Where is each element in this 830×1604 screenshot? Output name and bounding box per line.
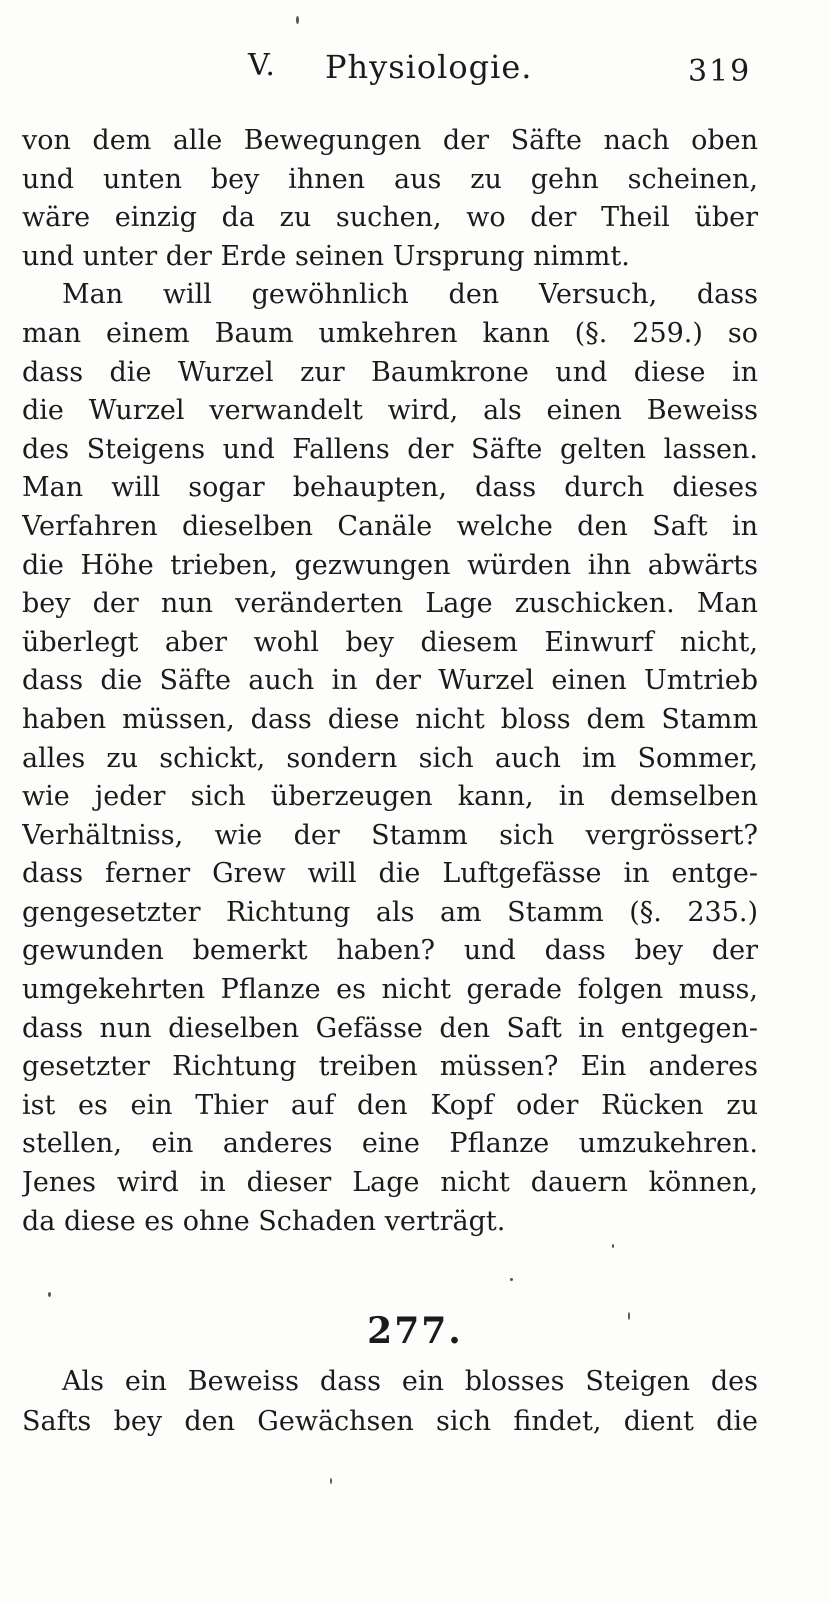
text-line: ist es ein Thier auf den Kopf oder Rücken zu [22,1089,758,1121]
text-line: gewunden bemerkt haben? und dass bey der [22,935,758,967]
header-section-number: V. [248,48,276,83]
text-line: des Steigens und Fallens der Säfte gelten lassen. [22,433,758,465]
text-line: dass ferner Grew will die Luftgefässe in entge- [22,858,758,890]
print-speck [628,1312,630,1320]
text-line: alles zu schickt, sondern sich auch im Sommer, [22,742,758,774]
text-line: Safts bey den Gewächsen sich findet, dient die [22,1406,758,1437]
page-body [22,122,758,1241]
text-line: stellen, ein anderes eine Pflanze umzukehren. [22,1128,758,1160]
text-line: die Wurzel verwandelt wird, als einen Beweiss [22,395,758,427]
text-line: bey der nun veränderten Lage zuschicken. Man [22,588,758,620]
text-line: gesetzter Richtung treiben müssen? Ein anderes [22,1051,758,1083]
print-speck [612,1244,614,1248]
running-header [0,48,830,98]
text-line: die Höhe trieben, gezwungen würden ihn abwärts [22,549,758,581]
text-line: und unter der Erde seinen Ursprung nimmt. [22,240,630,272]
text-line: und unten bey ihnen aus zu gehn scheinen, [22,163,758,195]
text-line: dass die Säfte auch in der Wurzel einen Umtrieb [22,665,758,697]
text-line: dass die Wurzel zur Baumkrone und diese in [22,356,758,388]
text-line: Man will gewöhnlich den Versuch, dass [62,279,758,311]
section-number: 277. [367,1310,463,1352]
text-line: dass nun dieselben Gefässe den Saft in entgegen- [22,1012,758,1044]
paragraph-main [22,276,758,1241]
text-line: gengesetzter Richtung als am Stamm (§. 235.) [22,896,758,928]
text-line: wie jeder sich überzeugen kann, in demselben [22,781,758,813]
text-line: Man will sogar behaupten, dass durch dieses [22,472,758,504]
print-speck [330,1478,332,1484]
paragraph-continued [22,122,758,276]
text-line: Jenes wird in dieser Lage nicht dauern können, [22,1167,758,1199]
text-line: umgekehrten Pflanze es nicht gerade folgen muss, [22,974,758,1006]
text-line: Verfahren dieselben Canäle welche den Saft in [22,510,758,542]
text-line: wäre einzig da zu suchen, wo der Theil über [22,202,758,234]
print-speck [510,1278,513,1281]
text-line: haben müssen, dass diese nicht bloss dem Stamm [22,703,758,735]
text-line: überlegt aber wohl bey diesem Einwurf nicht, [22,626,758,658]
text-line: da diese es ohne Schaden verträgt. [22,1205,506,1237]
text-line: Als ein Beweiss dass ein blosses Steigen des [62,1366,758,1397]
print-speck [48,1292,51,1297]
text-line: man einem Baum umkehren kann (§. 259.) so [22,317,758,349]
print-speck [296,16,299,24]
header-title: Physiologie. [325,48,533,86]
section-paragraph [22,1362,758,1442]
text-line: Verhältniss, wie der Stamm sich vergrössert? [22,819,758,851]
page-number: 319 [688,54,752,89]
text-line: von dem alle Bewegungen der Säfte nach oben [22,125,758,156]
